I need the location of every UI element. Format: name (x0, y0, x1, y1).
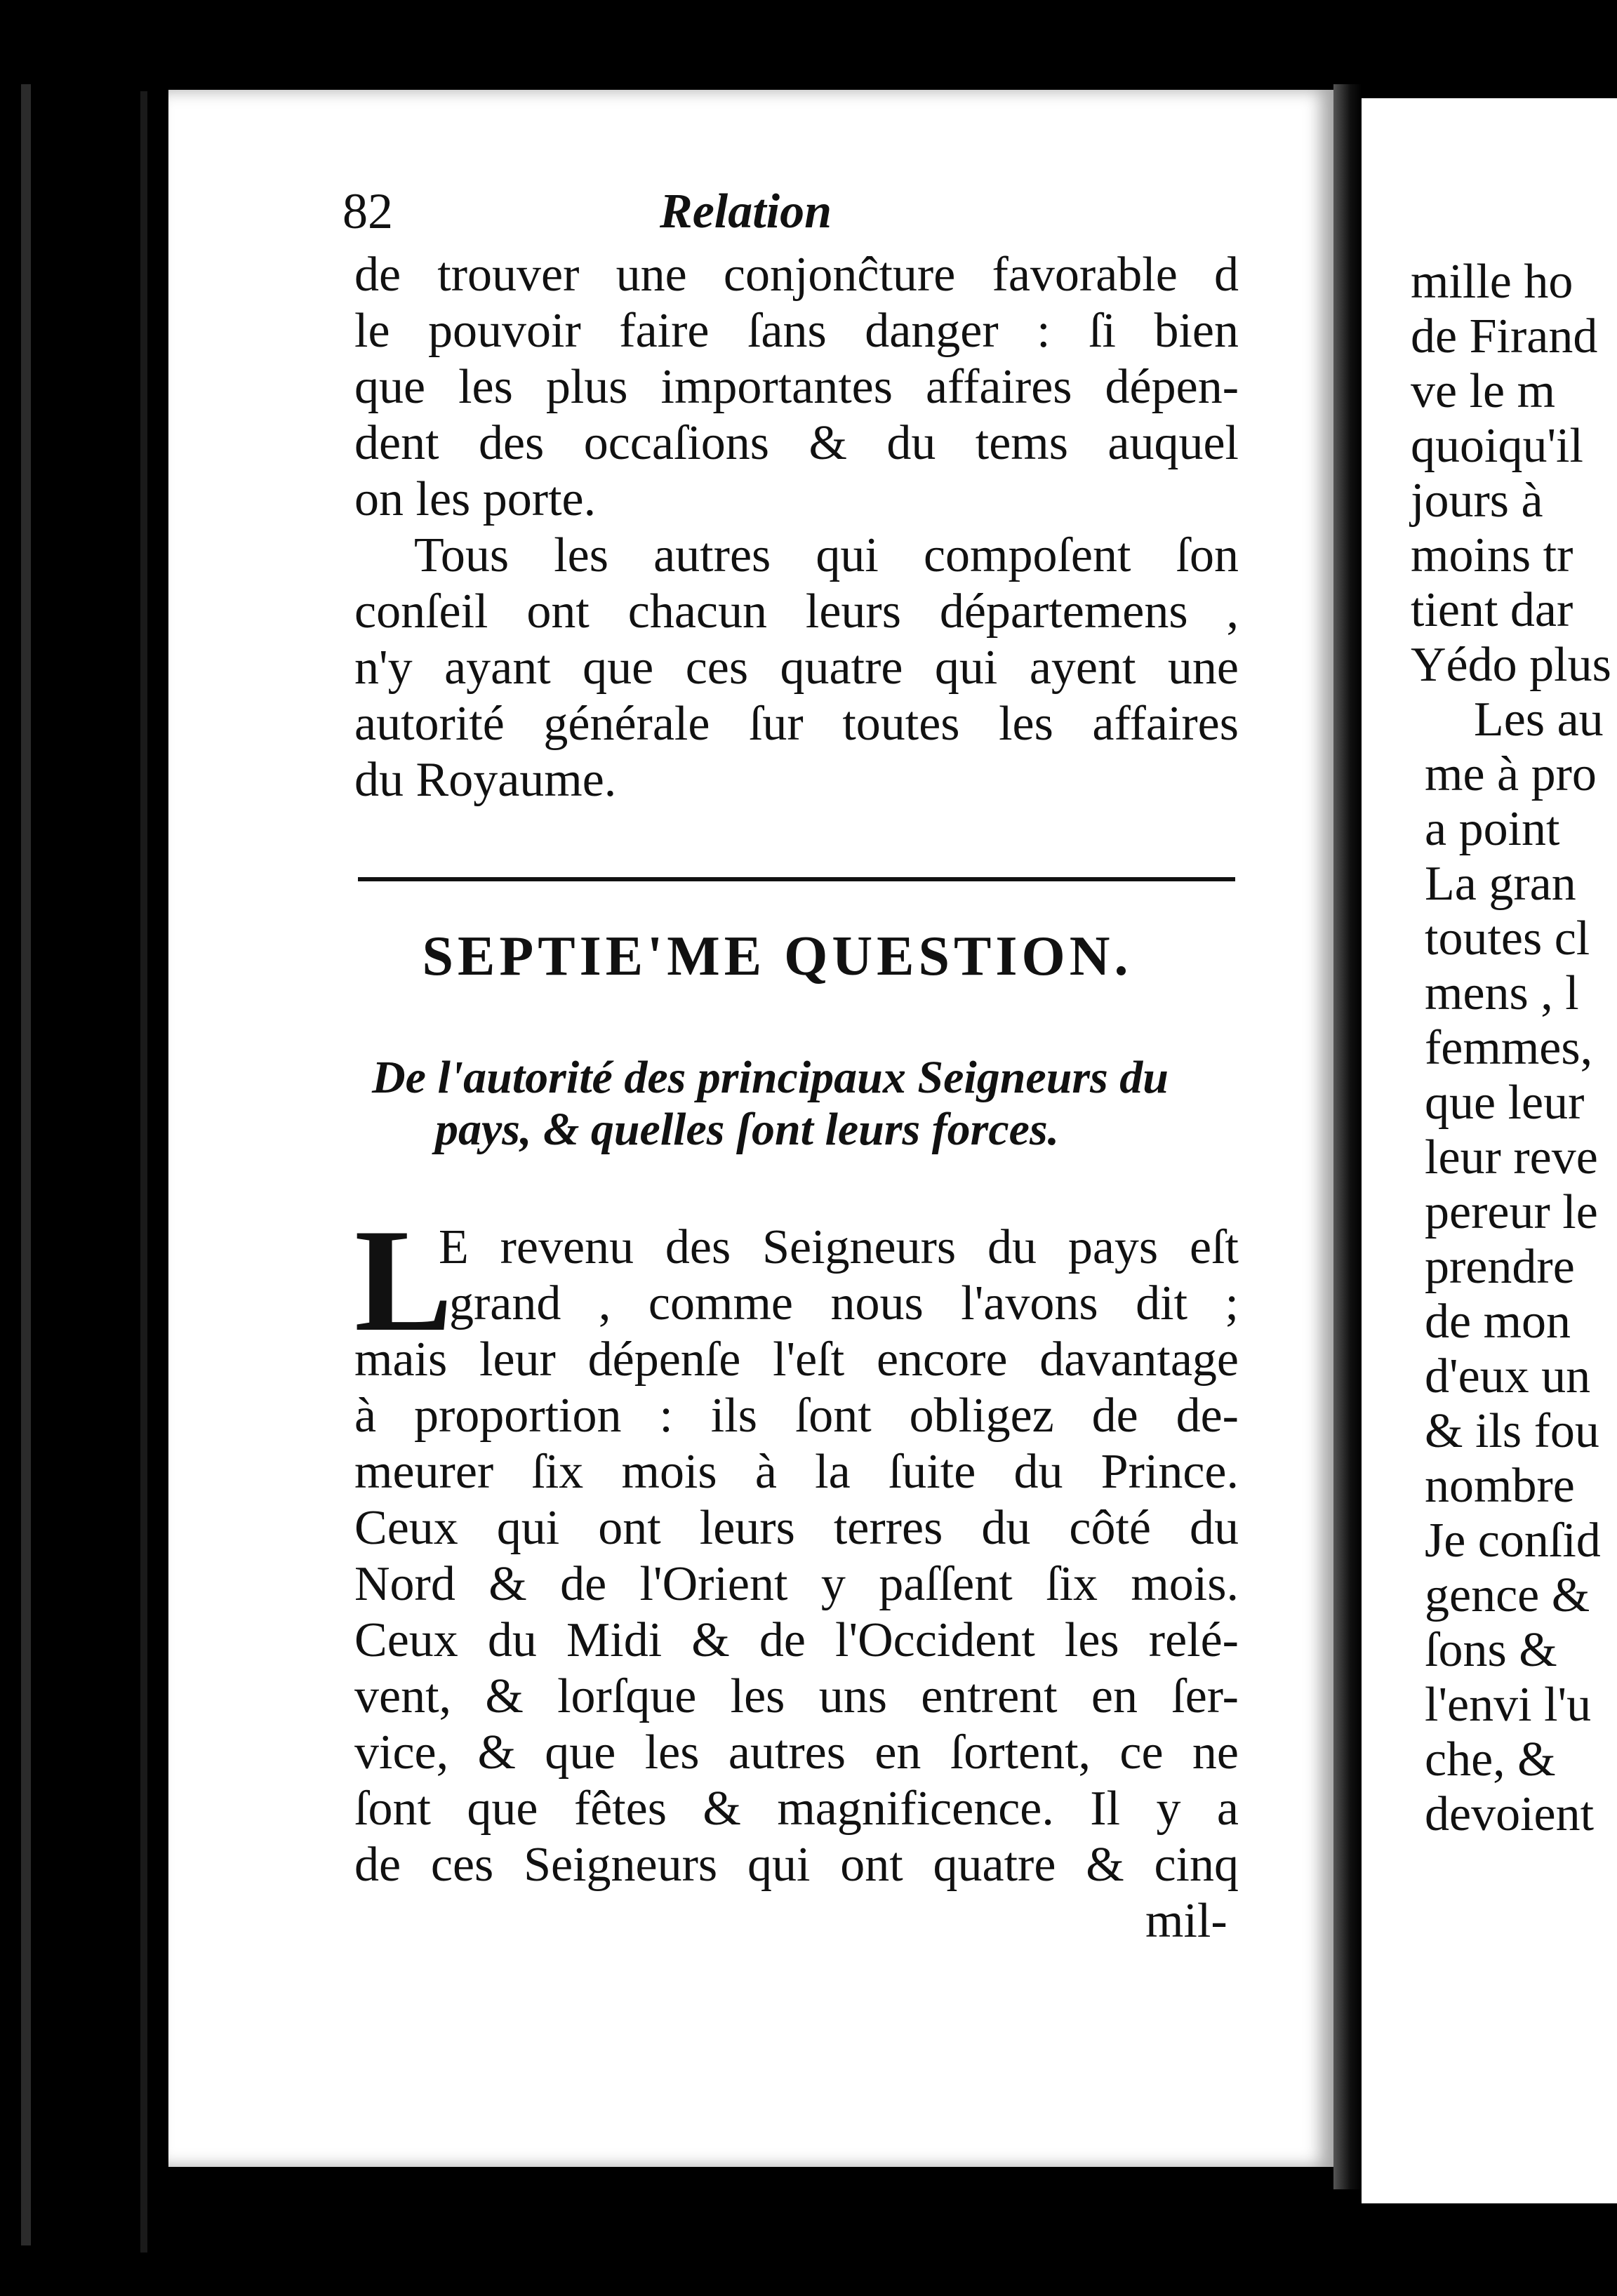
text-line: conſeil ont chacun leurs départemens , (354, 585, 1239, 639)
text-line: femmes, (1425, 1021, 1593, 1075)
page-number: 82 (342, 183, 393, 239)
text-line: d'eux un (1425, 1349, 1591, 1403)
text-line: Ceux qui ont leurs terres du côté du (354, 1501, 1239, 1555)
text-line: vice, & que les autres en ſortent, ce ne (354, 1726, 1239, 1780)
right-page-text (1362, 98, 1617, 2203)
text-line: Yédo plus (1411, 638, 1611, 692)
book-gutter (1333, 84, 1362, 2189)
text-line: mille ho (1411, 255, 1573, 309)
text-line: prendre (1425, 1240, 1575, 1294)
text-line: tient dar (1411, 583, 1573, 637)
binding-edge (21, 84, 31, 2245)
text-line: mais leur dépenſe l'eſt encore davantage (354, 1333, 1239, 1387)
text-line: devoient (1425, 1787, 1595, 1841)
text-line: que leur (1425, 1076, 1585, 1130)
catchword: mil- (1145, 1894, 1227, 1948)
text-line: gence & (1425, 1568, 1590, 1622)
text-line: à proportion : ils ſont obligez de de- (354, 1389, 1239, 1443)
text-line: La gran (1425, 857, 1576, 911)
text-line: moins tr (1411, 528, 1573, 582)
text-line: ve le m (1411, 364, 1556, 418)
text-line: de mon (1425, 1295, 1571, 1349)
text-line: pereur le (1425, 1185, 1598, 1239)
text-line: ſons & (1425, 1623, 1557, 1677)
text-line: Tous les autres qui compoſent ſon (414, 528, 1239, 582)
text-line: meurer ſix mois à la ſuite du Prince. (354, 1445, 1239, 1499)
text-line: E revenu des Seigneurs du pays eſt (439, 1220, 1239, 1274)
text-line: n'y ayant que ces quatre qui ayent une (354, 641, 1239, 695)
running-title: Relation (660, 185, 832, 239)
text-line: ſont que fêtes & magnificence. Il y a (354, 1782, 1239, 1836)
text-line: le pouvoir faire ſans danger : ſi bien (354, 304, 1239, 358)
text-line: Ceux du Midi & de l'Occident les relé- (354, 1613, 1239, 1667)
text-line: nombre (1425, 1459, 1575, 1513)
text-line: dent des occaſions & du tems auquel (354, 416, 1239, 470)
section-title: SEPTIE'ME QUESTION. (422, 926, 1133, 987)
text-line: me à pro (1425, 747, 1597, 801)
text-line: Les au (1474, 693, 1604, 747)
text-line: on les porte. (354, 472, 597, 526)
text-line: que les plus importantes affaires dépen- (354, 360, 1239, 414)
text-line: quoiqu'il (1411, 419, 1583, 473)
text-line: leur reve (1425, 1130, 1598, 1184)
text-line: grand , comme nous l'avons dit ; (449, 1276, 1239, 1330)
text-line: Nord & de l'Orient y paſſent ſix mois. (354, 1557, 1239, 1611)
text-line: & ils fou (1425, 1404, 1599, 1458)
text-line: de trouver une conjonĉture favorable d (354, 248, 1239, 302)
drop-cap: L (354, 1199, 453, 1362)
text-line: l'envi l'u (1425, 1678, 1592, 1732)
section-divider (358, 877, 1235, 881)
text-line: de Firand (1411, 309, 1598, 363)
text-line: du Royaume. (354, 753, 617, 807)
binding-edge-inner (140, 91, 147, 2252)
section-subtitle-line: pays, & quelles ſont leurs forces. (435, 1104, 1060, 1155)
text-line: toutes cl (1425, 912, 1590, 966)
text-line: jours à (1411, 474, 1543, 528)
text-line: de ces Seigneurs qui ont quatre & cinq (354, 1838, 1239, 1892)
text-line: Je conſid (1425, 1514, 1601, 1568)
section-subtitle-line: De l'autorité des principaux Seigneurs du (372, 1052, 1169, 1103)
text-line: che, & (1425, 1733, 1556, 1787)
text-line: vent, & lorſque les uns entrent en ſer- (354, 1669, 1239, 1723)
text-line: a point (1425, 802, 1560, 856)
text-line: mens , l (1425, 966, 1579, 1020)
text-line: autorité générale ſur toutes les affaires (354, 697, 1239, 751)
